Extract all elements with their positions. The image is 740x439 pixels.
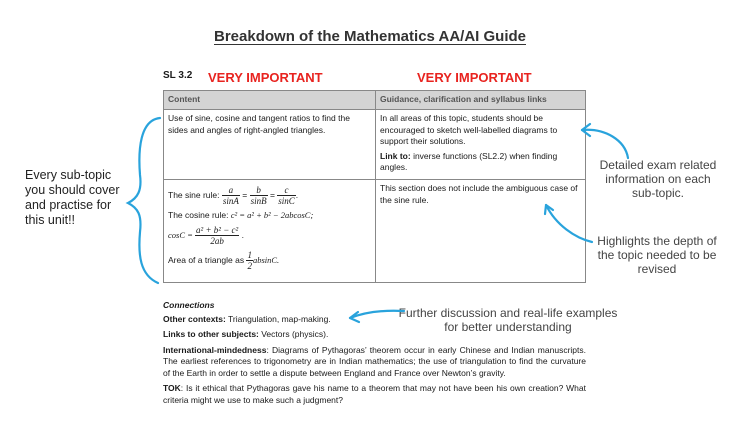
guidance-text: This section does not include the ambiguous case of the sine rule. xyxy=(380,183,578,205)
cosine-rule-label: The cosine rule: xyxy=(168,210,231,220)
importance-label-content: VERY IMPORTANT xyxy=(208,70,323,85)
other-contexts-text: Triangulation, map-making. xyxy=(225,313,331,324)
link-label: Link to: xyxy=(380,150,411,161)
cosC-lhs: cosC = xyxy=(168,229,195,240)
header-content: Content xyxy=(164,91,376,110)
page-title: Breakdown of the Mathematics AA/AI Guide xyxy=(214,28,526,45)
importance-label-guidance: VERY IMPORTANT xyxy=(417,70,532,85)
section-code: SL 3.2 xyxy=(163,70,193,81)
tok-label: TOK xyxy=(163,383,181,393)
area-formula: absinC. xyxy=(252,254,280,265)
intl-text: : Diagrams of Pythagoras’ theorem occur in early Chinese and Indian manuscripts. The earliest references to trigonometry are in Indian mathematics; the use of triangulation to find the curvature of the Earth in order to settle a dispute between England and France over Newton’s gravity. xyxy=(163,344,586,378)
link-text: inverse functions (SL2.2) when finding angles. xyxy=(380,150,558,172)
left-brace-icon xyxy=(128,118,160,283)
other-contexts-label: Other contexts: xyxy=(163,313,226,324)
tok-text: : Is it ethical that Pythagoras gave his name to a theorem that may not have been his own creation? What criteria might we use to make such a judgment? xyxy=(163,383,586,405)
links-text: Vectors (physics). xyxy=(258,329,329,339)
sine-rule-line: The sine rule: $\frac{a}{\sin A}$ = $\frac{b}{\sin B}$ = $\frac{c}{\sin C}$ . xyxy=(168,185,299,206)
sine-rule-label: The sine rule: xyxy=(168,189,222,200)
annotation-right-mid: Highlights the depth of the topic needed to be revised xyxy=(597,234,717,276)
annotation-left: Every sub-topic you should cover and practise for this unit!! xyxy=(25,168,120,227)
connections-heading-text: Connections xyxy=(163,300,215,310)
cosC-line: cosC = $\frac{\text{a² + b² − c²}}{2ab}$ . xyxy=(168,224,244,246)
cosC-numerator: a² + b² − c² xyxy=(196,224,239,235)
header-guidance: Guidance, clarification and syllabus links xyxy=(376,91,586,110)
annotation-connections: Further discussion and real-life examples for better understanding xyxy=(398,306,618,334)
area-label: Area of a triangle as xyxy=(168,254,247,265)
cosC-denominator: 2ab xyxy=(210,235,224,246)
content-text: Use of sine, cosine and tangent ratios to find the sides and angles of right-angled triangles. xyxy=(168,113,350,135)
area-line: Area of a triangle as $\frac{1}{2}$ absinC. xyxy=(168,249,280,271)
annotation-right-top: Detailed exam related information on each sub-topic. xyxy=(599,158,717,200)
links-label: Links to other subjects: xyxy=(163,329,259,339)
cosine-rule-formula: c² = a² + b² − 2abcosC; xyxy=(230,210,314,220)
intl-label: International-mindedness xyxy=(163,344,267,355)
guidance-text: In all areas of this topic, students should be encouraged to sketch well-labelled diagrams to support their solutions. xyxy=(380,113,558,146)
